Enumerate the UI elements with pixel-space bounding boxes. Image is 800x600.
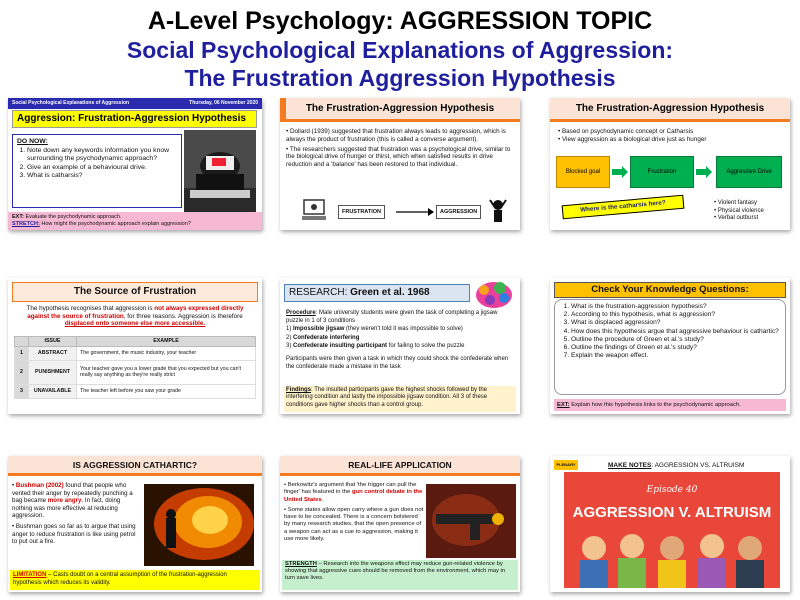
- slide-title: Aggression: Frustration-Aggression Hypothesis: [12, 110, 257, 128]
- extension-task: [8, 212, 262, 230]
- do-now-item: 3. What is catharsis?: [27, 172, 177, 181]
- slide-thumbnail-5[interactable]: [280, 278, 520, 414]
- findings-box: Findings: The insulted participants gave the highest shocks followed by the interfering condition and lastly the impossible jigsaw condition. All 3 of these conditions gave higher shocks than a control group.: [284, 386, 516, 412]
- frustration-aggression-diagram: [300, 196, 510, 226]
- bullet: • Based on psychodynamic concept or Catharsis: [558, 128, 694, 135]
- slide-thumbnail-2[interactable]: [280, 98, 520, 230]
- frustrated-person-image: [184, 130, 256, 212]
- question-item: 5. Outline the procedure of Green et al.'s study?: [571, 336, 779, 344]
- table-row: 2 PUNISHMENT Your teacher gave you a lower grade that you expected but you can't really say anything as they're really strict: [15, 360, 256, 384]
- ext-text: Evaluate the psychodynamic approach.: [25, 214, 122, 220]
- blocked-goal-box: Blocked goal: [556, 156, 610, 188]
- slide-body: [558, 128, 784, 144]
- question-item: 3. What is displaced aggression?: [571, 319, 779, 327]
- topbar-title: Social Psychological Explanations of Aggression: [12, 100, 130, 106]
- slide-thumbnail-1[interactable]: [8, 98, 262, 230]
- stretch-label: STRETCH:: [12, 221, 40, 227]
- video-thumbnail[interactable]: [564, 472, 780, 588]
- fire-image: [144, 484, 254, 566]
- col-header-issue: ISSUE: [29, 337, 77, 347]
- slide-intro: The hypothesis recognises that aggression is not always expressed directly against the source of frustration, for three reasons. Aggression is therefore displaced onto someone else more accessible.: [26, 305, 244, 327]
- strength-box: STRENGTH – Research into the weapons effect may reduce gun-related violence by showing that aggressive cues should be removed from the environment, which may in turn save lives.: [282, 560, 518, 590]
- brain-icon: [474, 280, 514, 310]
- video-title: AGGRESSION V. ALTRUISM: [572, 504, 772, 521]
- arrow-right-icon: [612, 166, 628, 178]
- slide-thumbnail-7[interactable]: [8, 456, 262, 592]
- question-item: 2. According to this hypothesis, what is aggression?: [571, 311, 779, 319]
- title-accent: [280, 98, 286, 122]
- catharsis-question: Where is the catharsis here?: [562, 195, 685, 220]
- slide-title: Check Your Knowledge Questions:: [554, 282, 786, 298]
- table-row: 1 ABSTRACT The government, the music industry, your teacher: [15, 346, 256, 360]
- episode-label: Episode 40: [646, 485, 698, 495]
- slide-title: The Frustration-Aggression Hypothesis: [280, 98, 520, 122]
- make-notes-heading: MAKE NOTES: AGGRESSION VS. ALTRUISM: [608, 462, 745, 469]
- frustration-box: FRUSTRATION: [338, 205, 385, 219]
- questions-box: [554, 299, 786, 395]
- page-title: A-Level Psychology: AGGRESSION TOPIC: [147, 7, 653, 35]
- ext-label: EXT:: [12, 214, 24, 220]
- aggressive-drive-box: Aggressive Drive: [716, 156, 782, 188]
- slide-thumbnail-6[interactable]: [550, 278, 790, 414]
- slide-title: The Frustration-Aggression Hypothesis: [550, 98, 790, 122]
- angry-person-icon: [486, 196, 510, 226]
- topbar-date: Thursday, 06 November 2020: [189, 100, 258, 106]
- arrow-right-icon: [696, 166, 712, 178]
- bullet: • View aggression as a biological drive just as hunger: [558, 136, 707, 143]
- cartoon-people-illustration: [574, 526, 770, 588]
- slide-body: • Berkowitz's argument that 'the trigger can pull the finger' has featured in the gun control debate in the United States. • Some states allow open carry where a gun does not have to be concealed. There is a concern bolstered by many research studies, that the open presence of a weapon can act as a cue to aggression, making it use more likely.: [284, 482, 424, 543]
- slide-title: The Source of Frustration: [12, 282, 258, 302]
- slide-body: • Bushman (2002) found that people who vented their anger by repeatedly punching a bag became more angry. In fact, doing nothing was more effective at reducing aggression. • Bushman goes so far as to argue that using anger to reduce frustration is like using petrol to put out a fire.: [12, 482, 136, 546]
- col-header-example: EXAMPLE: [77, 337, 256, 347]
- plenary-badge: PLENARY: [554, 460, 578, 470]
- aggression-outlets-list: [714, 200, 786, 223]
- gun-image: [426, 484, 516, 558]
- list-item: • Violent fantasy: [714, 200, 758, 206]
- question-item: 4. How does this hypothesis argue that aggressive behaviour is cathartic?: [571, 328, 779, 336]
- list-item: • Physical violence: [714, 207, 764, 214]
- frustration-sources-table: [14, 336, 256, 399]
- slide-body: Procedure: Male university students were given the task of completing a jigsaw puzzle in 1 of 3 conditions 1) Impossible jigsaw (they weren't told it was impossible to solve) 2) Confederate interfering 3) Confederate insulting participant for failing to solve the puzzle Participants were then given a task in which they could shock the confederate when the confederate made a mistake in the task: [286, 310, 509, 370]
- slide-title: RESEARCH: Green et al. 1968: [284, 284, 470, 302]
- page-header: [0, 0, 800, 92]
- page-subtitle-2: The Frustration Aggression Hypothesis: [184, 65, 616, 91]
- bullet-dollard: • Dollard (1939) suggested that frustration always leads to aggression, which is always the product of frustration (this is called a converse argument).: [286, 128, 506, 143]
- bullet-drive: • The researchers suggested that frustration was a psychological drive, similar to the biological drive of hunger or thirst, which when satisfied results in drive reduction and a 'balance' has been restored to that individual.: [286, 145, 511, 169]
- stretch-text: How might the psychodynamic approach explain aggression?: [41, 221, 191, 227]
- slide-topbar: [8, 98, 262, 109]
- slide-thumbnail-4[interactable]: [8, 278, 262, 414]
- do-now-item: 2. Give an example of a behavioural drive.: [27, 164, 177, 173]
- list-item: • Verbal outburst: [714, 215, 759, 221]
- slide-body: [286, 128, 514, 169]
- slide-thumbnail-8[interactable]: [280, 456, 520, 592]
- slide-title: REAL-LIFE APPLICATION: [280, 456, 520, 476]
- question-item: 6. Outline the findings of Green et al.'s study?: [571, 344, 779, 352]
- page-subtitle: Social Psychological Explanations of Aggression:: [126, 37, 674, 63]
- do-now-label: DO NOW:: [17, 138, 48, 145]
- question-item: 7. Explain the weapon effect.: [571, 352, 779, 360]
- extension-task: EXT: Explain how this hypothesis links to the psychodynamic approach.: [554, 399, 786, 411]
- do-now-item: 1. Note down any keywords information you know surrounding the psychodynamic approach?: [27, 147, 177, 164]
- computer-user-icon: [300, 196, 330, 226]
- slide-thumbnail-3[interactable]: [550, 98, 790, 230]
- question-item: 1. What is the frustration-aggression hypothesis?: [571, 303, 779, 311]
- table-row: 3 UNAVAILABLE The teacher left before you saw your grade: [15, 384, 256, 398]
- aggression-box: AGGRESSION: [436, 205, 481, 219]
- slide-title: IS AGGRESSION CATHARTIC?: [8, 456, 262, 476]
- limitation-box: LIMITATION – Casts doubt on a central assumption of the frustration-aggression hypothesis which reduces its validity.: [10, 570, 260, 590]
- do-now-box: [12, 134, 182, 208]
- slide-thumbnail-9[interactable]: [550, 456, 790, 592]
- arrow-right-icon: [396, 208, 434, 216]
- frustration-box: Frustration: [630, 156, 694, 188]
